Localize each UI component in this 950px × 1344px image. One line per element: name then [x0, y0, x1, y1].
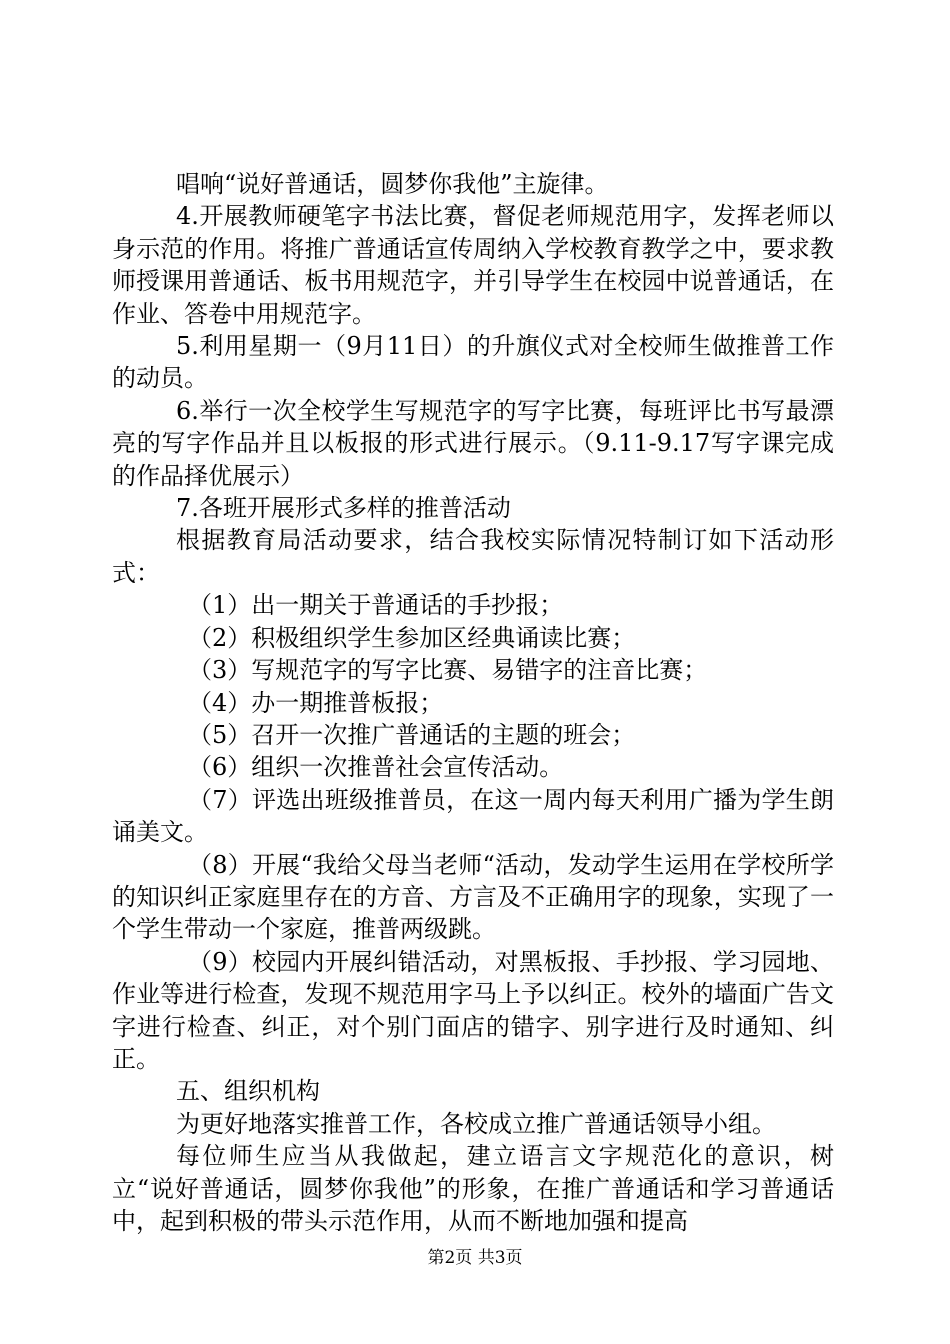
paragraph: 7.各班开展形式多样的推普活动 [176, 494, 511, 523]
paragraph: 根据教育局活动要求，结合我校实际情况特制订如下活动形式： [112, 526, 834, 587]
list-item: （1）出一期关于普通话的手抄报； [188, 591, 564, 620]
list-item: （8）开展“我给父母当老师“活动，发动学生运用在学校所学的知识纠正家庭里存在的方音、方言及不正确用字的现象，实现了一个学生带动一个家庭，推普两级跳。 [112, 850, 834, 944]
paragraph: 为更好地落实推普工作，各校成立推广普通话领导小组。 [176, 1109, 776, 1138]
list-item: （3）写规范字的写字比赛、易错字的注音比赛； [188, 656, 708, 685]
section-heading: 五、组织机构 [176, 1077, 320, 1106]
document-body [112, 168, 834, 1237]
paragraph: 4.开展教师硬笔字书法比赛，督促老师规范用字，发挥老师以身示范的作用。将推广普通话宣传周纳入学校教育教学之中，要求教师授课用普通话、板书用规范字，并引导学生在校园中说普通话，在作业、答卷中用规范字。 [112, 202, 834, 328]
list-item: （7）评选出班级推普员，在这一周内每天利用广播为学生朗诵美文。 [112, 785, 834, 847]
paragraph: 每位师生应当从我做起，建立语言文字规范化的意识，树立“说好普通话，圆梦你我他”的形象，在推广普通话和学习普通话中，起到积极的带头示范作用，从而不断地加强和提高 [112, 1142, 834, 1235]
page-footer [0, 1247, 950, 1269]
page-number-label: 第2页 共3页 [427, 1248, 523, 1268]
paragraph: 唱响“说好普通话，圆梦你我他”主旋律。 [176, 170, 609, 198]
list-item: （4）办一期推普板报； [188, 688, 444, 717]
paragraph: 5.利用星期一（9月11日）的升旗仪式对全校师生做推普工作的动员。 [112, 332, 834, 393]
list-item: （5）召开一次推广普通话的主题的班会； [188, 720, 636, 749]
paragraph: 6.举行一次全校学生写规范字的写字比赛，每班评比书写最漂亮的写字作品并且以板报的形式进行展示。（9.11-9.17写字课完成的作品择优展示） [112, 396, 834, 490]
list-item: （2）积极组织学生参加区经典诵读比赛； [188, 623, 636, 652]
list-item: （9）校园内开展纠错活动，对黑板报、手抄报、学习园地、作业等进行检查，发现不规范用字马上予以纠正。校外的墙面广告文字进行检查、纠正，对个别门面店的错字、别字进行及时通知、纠正。 [112, 947, 834, 1073]
list-item: （6）组织一次推普社会宣传活动。 [188, 753, 564, 782]
